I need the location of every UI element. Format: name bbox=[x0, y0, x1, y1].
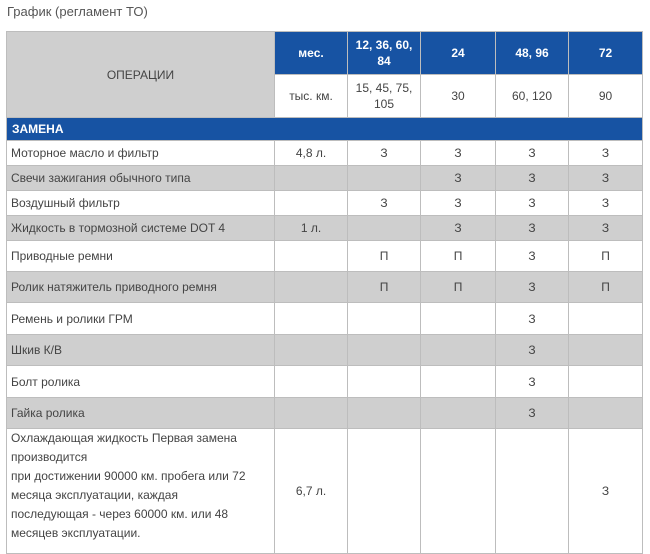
service-cell: П bbox=[569, 241, 643, 272]
interval-months: 12, 36, 60, 84 bbox=[348, 32, 421, 75]
interval-months: 72 bbox=[569, 32, 643, 75]
coolant-line: месяца эксплуатации, каждая bbox=[11, 488, 178, 502]
service-cell: З bbox=[421, 216, 496, 241]
interval-km: 60, 120 bbox=[496, 75, 569, 118]
service-cell: З bbox=[496, 366, 569, 398]
service-cell bbox=[421, 429, 496, 554]
service-cell: П bbox=[348, 272, 421, 303]
quantity bbox=[275, 191, 348, 216]
service-cell: П bbox=[569, 272, 643, 303]
operation-name: Жидкость в тормозной системе DOT 4 bbox=[7, 216, 275, 241]
operation-name: Болт ролика bbox=[7, 366, 275, 398]
service-cell: П bbox=[421, 272, 496, 303]
table-row bbox=[7, 303, 643, 335]
table-row-coolant bbox=[7, 429, 643, 554]
quantity bbox=[275, 398, 348, 429]
service-cell bbox=[348, 303, 421, 335]
table-row bbox=[7, 166, 643, 191]
service-cell bbox=[421, 366, 496, 398]
header-row-months bbox=[7, 32, 643, 75]
interval-km: 15, 45, 75, 105 bbox=[348, 75, 421, 118]
service-cell bbox=[569, 366, 643, 398]
table-row bbox=[7, 241, 643, 272]
service-cell bbox=[496, 429, 569, 554]
service-cell: З bbox=[421, 166, 496, 191]
service-cell: З bbox=[569, 141, 643, 166]
table-row bbox=[7, 366, 643, 398]
table-row bbox=[7, 335, 643, 366]
coolant-line: Охлаждающая жидкость Первая замена bbox=[11, 431, 237, 445]
service-cell bbox=[348, 216, 421, 241]
quantity bbox=[275, 303, 348, 335]
operation-name: Моторное масло и фильтр bbox=[7, 141, 275, 166]
coolant-line: последующая - через 60000 км. или 48 bbox=[11, 507, 229, 521]
interval-km: 90 bbox=[569, 75, 643, 118]
operation-name-coolant bbox=[7, 429, 275, 554]
interval-months: 48, 96 bbox=[496, 32, 569, 75]
coolant-line: при достижении 90000 км. пробега или 72 bbox=[11, 469, 246, 483]
service-cell: З bbox=[496, 272, 569, 303]
service-cell bbox=[569, 303, 643, 335]
service-cell: З bbox=[569, 191, 643, 216]
coolant-line: производится bbox=[11, 450, 88, 464]
operations-header: ОПЕРАЦИИ bbox=[7, 32, 275, 118]
service-cell: З bbox=[496, 398, 569, 429]
service-cell: З bbox=[569, 429, 643, 554]
service-cell: З bbox=[496, 303, 569, 335]
service-cell bbox=[421, 335, 496, 366]
maintenance-schedule-table bbox=[6, 31, 643, 554]
interval-months: 24 bbox=[421, 32, 496, 75]
months-label: мес. bbox=[275, 32, 348, 75]
operation-name: Воздушный фильтр bbox=[7, 191, 275, 216]
service-cell bbox=[348, 398, 421, 429]
service-cell bbox=[348, 366, 421, 398]
service-cell bbox=[348, 429, 421, 554]
operation-name: Ремень и ролики ГРМ bbox=[7, 303, 275, 335]
service-cell: З bbox=[496, 166, 569, 191]
service-cell: З bbox=[348, 191, 421, 216]
quantity bbox=[275, 366, 348, 398]
km-label: тыс. км. bbox=[275, 75, 348, 118]
quantity bbox=[275, 272, 348, 303]
quantity: 4,8 л. bbox=[275, 141, 348, 166]
operation-name: Шкив К/В bbox=[7, 335, 275, 366]
page-title: График (регламент ТО) bbox=[7, 4, 148, 19]
service-cell: З bbox=[569, 216, 643, 241]
service-cell: З bbox=[496, 216, 569, 241]
service-cell: З bbox=[421, 141, 496, 166]
service-cell bbox=[348, 335, 421, 366]
table-row bbox=[7, 216, 643, 241]
operation-name: Свечи зажигания обычного типа bbox=[7, 166, 275, 191]
service-cell: З bbox=[569, 166, 643, 191]
section-title: ЗАМЕНА bbox=[7, 118, 643, 141]
operation-name: Гайка ролика bbox=[7, 398, 275, 429]
service-cell bbox=[348, 166, 421, 191]
table-row bbox=[7, 191, 643, 216]
table-row bbox=[7, 141, 643, 166]
operation-name: Приводные ремни bbox=[7, 241, 275, 272]
quantity bbox=[275, 166, 348, 191]
table-row bbox=[7, 272, 643, 303]
service-cell: П bbox=[348, 241, 421, 272]
service-cell: З bbox=[496, 335, 569, 366]
service-cell bbox=[421, 303, 496, 335]
service-cell: З bbox=[421, 191, 496, 216]
service-cell: З bbox=[496, 191, 569, 216]
quantity bbox=[275, 335, 348, 366]
quantity bbox=[275, 241, 348, 272]
service-cell: З bbox=[348, 141, 421, 166]
service-cell bbox=[569, 335, 643, 366]
operation-name: Ролик натяжитель приводного ремня bbox=[7, 272, 275, 303]
quantity: 6,7 л. bbox=[275, 429, 348, 554]
coolant-line: месяцев эксплуатации. bbox=[11, 526, 141, 540]
section-row bbox=[7, 118, 643, 141]
interval-km: 30 bbox=[421, 75, 496, 118]
quantity: 1 л. bbox=[275, 216, 348, 241]
table-row bbox=[7, 398, 643, 429]
service-cell: З bbox=[496, 241, 569, 272]
service-cell bbox=[421, 398, 496, 429]
service-cell: П bbox=[421, 241, 496, 272]
service-cell: З bbox=[496, 141, 569, 166]
service-cell bbox=[569, 398, 643, 429]
